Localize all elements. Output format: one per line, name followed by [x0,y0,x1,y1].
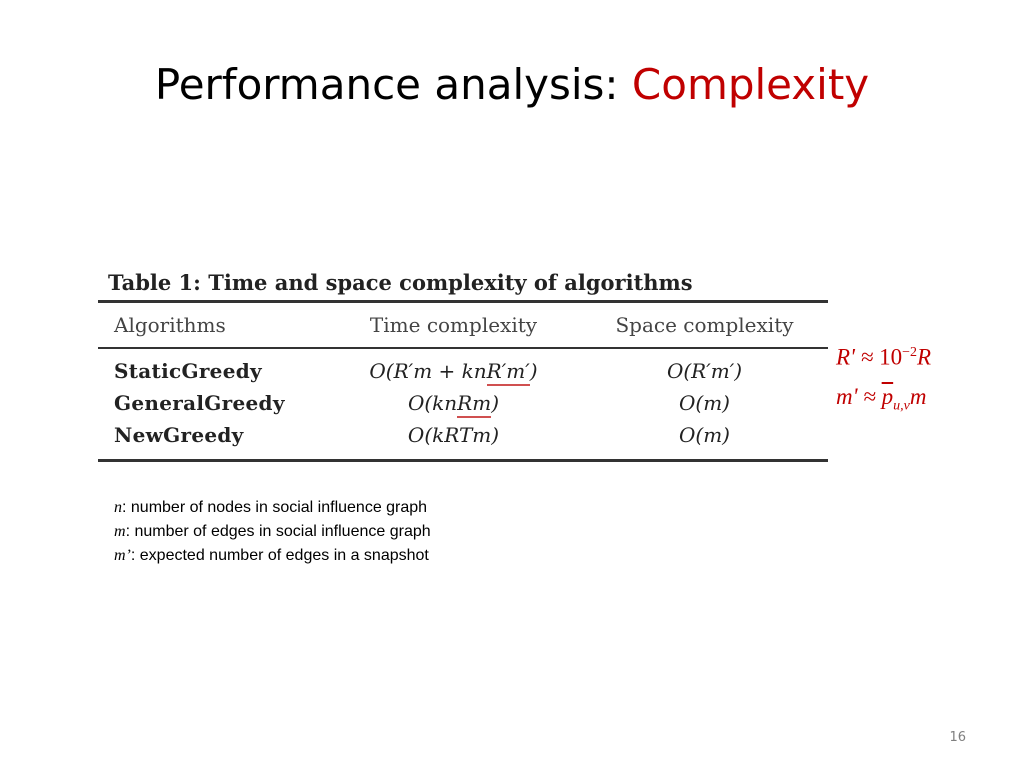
complexity-table [98,266,828,462]
time-complexity: O(kRTm) [407,423,500,447]
table-caption: Table 1: Time and space complexity of algorithms [108,270,693,295]
note-line [114,496,431,520]
note-text: : number of nodes in social influence graph [122,499,428,516]
note-text: : number of edges in social influence graph [125,523,431,540]
space-complexity: O(m) [679,391,730,415]
table-header-row [98,303,828,347]
note-text: : expected number of edges in a snapshot [130,547,429,564]
note-variable: m [114,523,126,540]
highlighted-term: R′m′ [487,359,530,386]
time-suffix: ) [529,359,538,383]
p-subscript: u,v [893,398,910,414]
header-time-complexity: Time complexity [369,313,538,337]
time-complexity [326,359,581,383]
page-number: 16 [949,730,966,745]
title-main: Performance analysis: [154,60,632,109]
note-line [114,544,431,568]
r-prime-coefficient: 10 [879,344,903,370]
space-complexity: O(R′m′) [666,359,743,383]
variable-notes [114,496,431,568]
approximation-formulas [836,338,931,426]
time-prefix: O(R′m + kn [369,359,487,383]
table-body [98,349,828,459]
time-suffix: ) [491,391,500,415]
header-algorithms: Algorithms [114,313,226,337]
space-complexity: O(m) [679,423,730,447]
algorithm-name: NewGreedy [114,423,244,447]
note-variable: n [114,499,122,516]
r-prime-exponent: −2 [902,345,917,360]
r-prime-approximation [836,338,931,382]
table-row [98,387,828,419]
r-prime-lhs: R' ≈ [836,344,880,370]
m-prime-rhs: m [909,384,927,409]
table-row [98,355,828,387]
header-space-complexity: Space complexity [615,313,794,337]
algorithm-name: StaticGreedy [114,359,262,383]
table-bottom-rule [98,459,828,462]
highlighted-term: Rm [457,391,491,418]
note-line [114,520,431,544]
table-row [98,419,828,451]
note-variable: m’ [114,547,131,564]
time-complexity [326,391,581,415]
algorithm-name: GeneralGreedy [114,391,285,415]
p-bar: $\overline{p}$ [881,384,894,409]
slide-title [0,62,1024,108]
m-prime-lhs: m' ≈ [836,384,882,409]
r-prime-rhs: R [917,344,932,370]
title-accent: Complexity [631,60,870,109]
time-prefix: O(kn [407,391,458,415]
m-prime-approximation [836,382,931,426]
